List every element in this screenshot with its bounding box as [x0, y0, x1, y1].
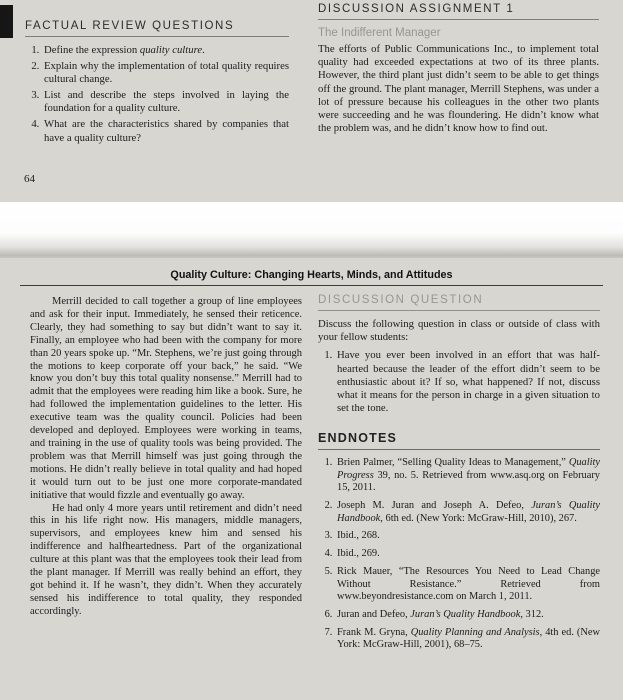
- review-question-list: [25, 44, 289, 145]
- review-question: 3. List and describe the steps involved in laying the foundation for a quality culture.: [42, 89, 289, 115]
- top-page: [0, 0, 623, 202]
- discussion-assignment-heading: DISCUSSION ASSIGNMENT 1: [318, 3, 599, 20]
- endnotes-heading: ENDNOTES: [318, 431, 600, 450]
- running-head: Quality Culture: Changing Hearts, Minds, and Attitudes: [170, 269, 453, 281]
- endnote-item: 2. Joseph M. Juran and Joseph A. Defeo, Juran’s Quality Handbook, 6th ed. (New York: McGraw-Hill, 2010), 267.: [335, 500, 600, 525]
- discussion-intro: Discuss the following question in class or outside of class with your fellow students:: [318, 318, 600, 344]
- factual-review-section: [25, 20, 289, 148]
- factual-review-heading: FACTUAL REVIEW QUESTIONS: [25, 20, 289, 37]
- scan-artifact: [0, 5, 13, 38]
- page-number: 64: [24, 173, 35, 185]
- endnote-item: 5. Rick Mauer, “The Resources You Need to Lead Change Without Resistance.” Retrieved from www.beyondresistance.com on March 1, 2011.: [335, 566, 600, 604]
- assignment-body: The efforts of Public Communications Inc., to implement total quality had exceeded expectations at two of its three plants. However, the third plant just didn’t seem to be able to get things off the ground. The plant manager, Merrill Stephens, was under a lot of pressure because his colleagues in the other two plants were succeeding and he was floundering. He didn’t know what the problem was, and he didn’t know how to find out.: [318, 43, 599, 135]
- case-paragraph: Merrill decided to call together a group of line employees and ask for their input. Immediately, he sensed their reticence. Clearly, they had something to say but didn’t want to say it. Finally, an employee who had been with the company for more than 20 years spoke up. “Mr. Stephens, we’re just going through the motions to keep corporate off your back,” he said. “We know you don’t buy this total quality nonsense.” Merrill had to admit that the employees were reading him like a book. Sure, he had followed the implementation guidelines to the letter. His executive team was the quality council. Policies had been developed and deployed. Employees were working in teams, and training in the use of quality tools was being provided. The problem was that Merrill himself was just going through the motions. He didn’t really believe in total quality and had hoped it would turn out to be just one more corporate-mandated initiative that would fizzle and eventually go away.: [30, 296, 302, 501]
- case-study-text: [30, 296, 302, 619]
- endnote-item: 1. Brien Palmer, “Selling Quality Ideas to Management,” Quality Progress 39, no. 5. Retrieved from www.asq.org on February 15, 2011.: [335, 457, 600, 495]
- page-gap: [0, 202, 623, 258]
- assignment-subheading: The Indifferent Manager: [318, 27, 441, 39]
- review-question: 1. Define the expression quality culture.: [42, 44, 289, 57]
- endnote-item: 4. Ibid., 269.: [335, 548, 600, 561]
- review-question: 4. What are the characteristics shared by companies that have a quality culture?: [42, 118, 289, 144]
- endnote-item: 7. Frank M. Gryna, Quality Planning and Analysis, 4th ed. (New York: McGraw-Hill, 2001), 68–75.: [335, 627, 600, 652]
- discussion-question-list: [318, 349, 600, 414]
- discussion-endnotes-column: [318, 294, 600, 657]
- running-head-rule: [20, 285, 603, 286]
- endnote-item: 6. Juran and Defeo, Juran’s Quality Handbook, 312.: [335, 609, 600, 622]
- case-paragraph: He had only 4 more years until retirement and didn’t need this in his life right now. His managers, middle managers, supervisors, and employees knew him and sensed his indifference and halfheartedness. Part of the organizational culture at this plant was that the employees took their lead from the plant manager. If Merrill was really behind an effort, they got behind it. If he wasn’t, they didn’t. When they accurately sensed his indifference to total quality, they responded accordingly.: [30, 502, 302, 617]
- discussion-question-heading: DISCUSSION QUESTION: [318, 294, 600, 311]
- bottom-page: [0, 258, 623, 700]
- endnote-list: [318, 457, 600, 652]
- endnote-item: 3. Ibid., 268.: [335, 530, 600, 543]
- discussion-question: 1. Have you ever been involved in an effort that was half-hearted because the leader of the effort didn’t seem to be enthusiastic about it? If so, what happened? If not, discuss what it means for the person in charge in a given situation to set the tone.: [335, 349, 600, 414]
- discussion-assignment-section: [318, 3, 599, 135]
- review-question: 2. Explain why the implementation of total quality requires cultural change.: [42, 60, 289, 86]
